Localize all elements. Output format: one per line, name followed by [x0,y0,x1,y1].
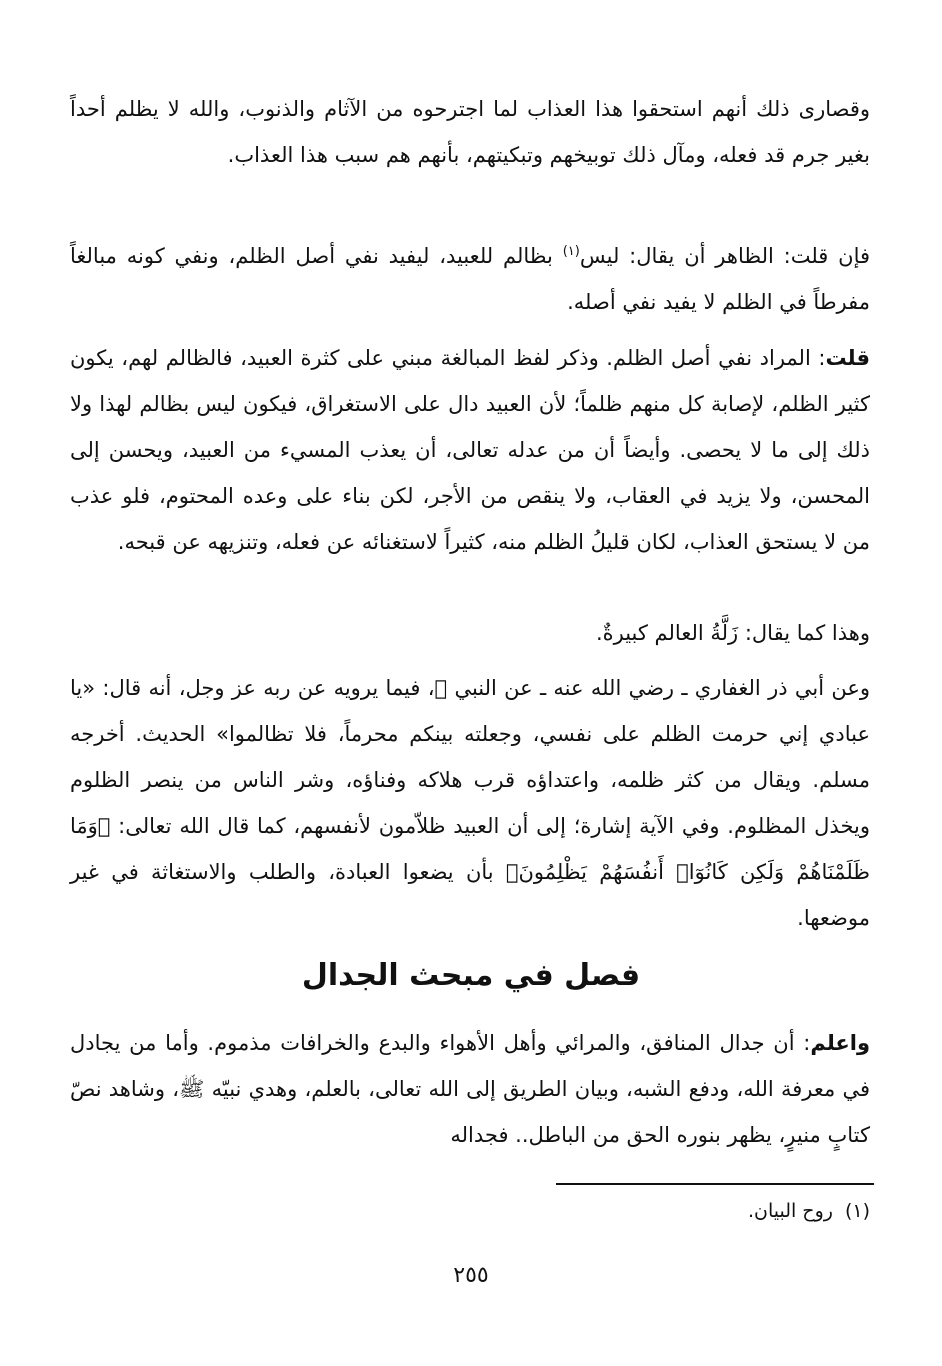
page-number: ٢٥٥ [453,1263,489,1288]
paragraph-text: بأن يضعوا العبادة، والطلب والاستغاثة في غير موضعها. [70,860,870,930]
paragraph-text: وهذا كما يقال: زَلَّةُ العالم كبيرةٌ. [595,621,870,645]
footnote-reference: (١) [562,244,580,259]
paragraph-text: فإن قلت: الظاهر أن يقال: ليس [579,244,871,268]
footnote-text: روح البيان. [747,1200,833,1222]
footnote-number: (١) [844,1200,870,1222]
quran-verse: ﴿وَمَا ظَلَمْنَاهُمْ وَلَكِن كَانُوٓا۟ أَنفُسَهُمْ يَظْلِمُونَ﴾ [70,814,870,884]
footnote [470,1194,870,1228]
paragraph-objection [70,233,870,325]
section-heading: فصل في مبحث الجدال [301,958,641,993]
paragraph-answer [70,335,870,565]
paragraph-text: وعن أبي ذر الغفاري ـ رضي الله عنه ـ عن النبي ﷺ، فيما يرويه عن ربه عز وجل، أنه قال: «يا عبادي إني حرمت الظلم على نفسي، وجعلته بينكم محرماً، فلا تظالموا» الحديث. أخرجه مسلم. ويقال من كثر ظلمه، واعتداؤه قرب هلاكه وفناؤه، وشر الناس من ينصر الظلوم ويخذل المظلوم. وفي الآية إشارة؛ إلى أن العبيد ظلاّمون لأنفسهم، كما قال الله تعالى: [70,676,870,838]
footnote-divider [556,1183,874,1185]
paragraph-debate [70,1020,870,1158]
paragraph-text: وقصارى ذلك أنهم استحقوا هذا العذاب لما اجترحوه من الآثام والذنوب، والله لا يظلم أحداً بغير جرم قد فعله، ومآل ذلك توبيخهم وتبكيتهم، بأنهم هم سبب هذا العذاب. [70,97,870,167]
paragraph-punishment-summary [70,86,870,178]
paragraph-saying [70,610,870,656]
paragraph-text: بظالم للعبيد، ليفيد نفي أصل الظلم، ونفي كونه مبالغاً مفرطاً في الظلم لا يفيد نفي أصله. [70,244,870,314]
paragraph-text: : المراد نفي أصل الظلم. وذكر لفظ المبالغة مبني على كثرة العبيد، فالظالم لهم، يكون كثير الظلم، لإصابة كل منهم ظلماً؛ لأن العبيد دال على الاستغراق، فيكون ليس بظالم لهذا ولا ذلك إلى ما لا يحصى. وأيضاً أن من عدله تعالى، أن يعذب المسيء من العبيد، ويحسن إلى المحسن، ولا يزيد في العقاب، ولا ينقص من الأجر، لكن بناء على وعده المحتوم، فلو عذب من لا يستحق العذاب، لكان قليلُ الظلم منه، كثيراً لاستغنائه عن فعله، وتنزيهه عن قبحه. [70,346,870,554]
paragraph-lead-word: واعلم [810,1031,870,1055]
paragraph-hadith [70,665,870,941]
paragraph-lead-word: قلت [825,346,870,370]
paragraph-text: : أن جدال المنافق، والمرائي وأهل الأهواء والبدع والخرافات مذموم. وأما من يجادل في معرفة الله، ودفع الشبه، وبيان الطريق إلى الله تعالى، بالعلم، وهدي نبيّه ﷺ، وشاهد نصّ كتابٍ منيرٍ، يظهر بنوره الحق من الباطل.. فجداله [70,1031,870,1147]
